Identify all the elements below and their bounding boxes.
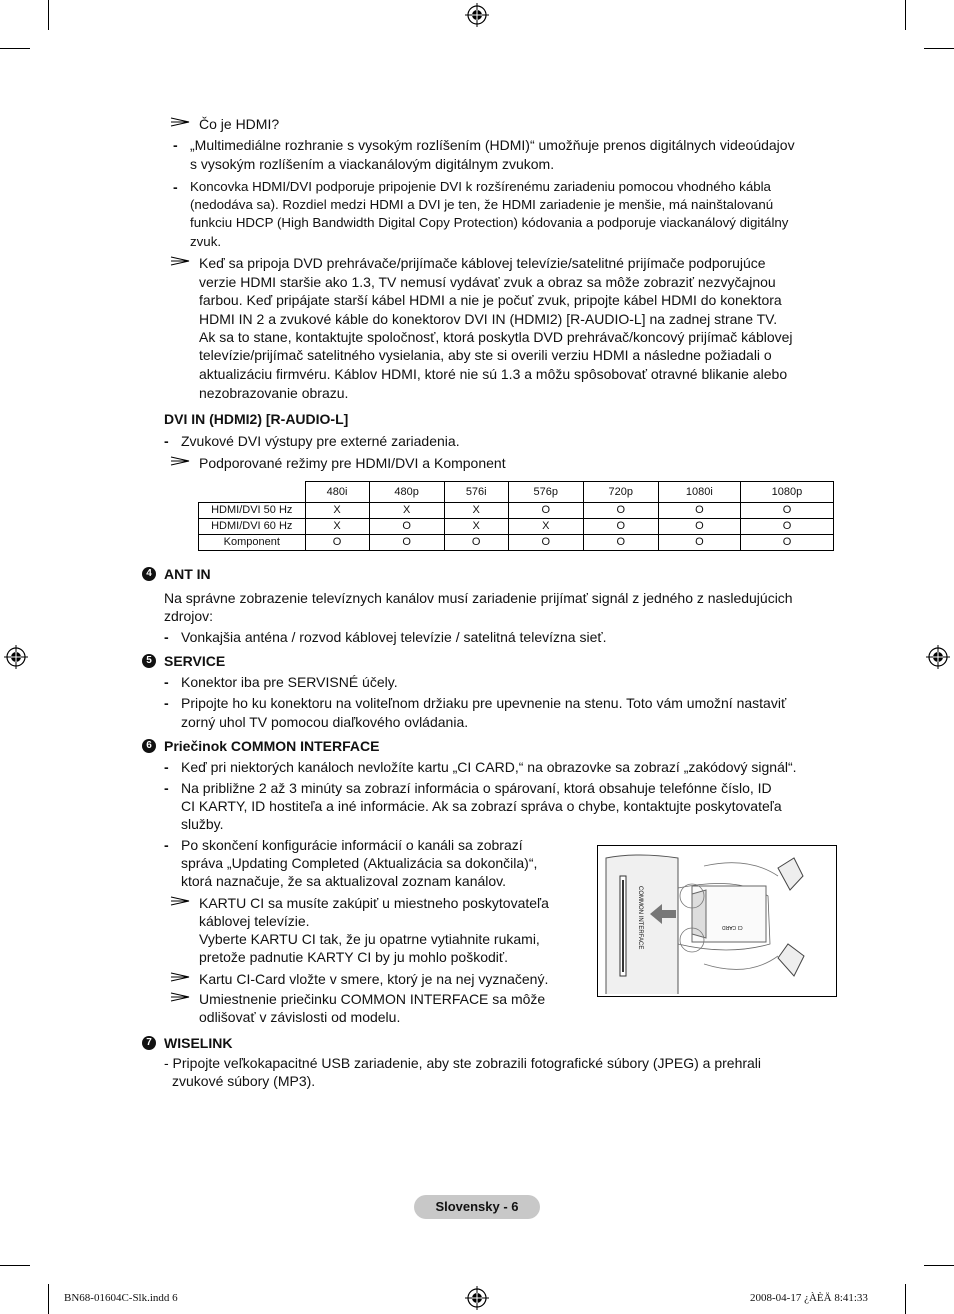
table-cell: HDMI/DVI 50 Hz <box>199 503 306 519</box>
table-row <box>199 519 834 535</box>
ci-bullet-2-line: služby. <box>181 816 224 832</box>
note-arrow-icon <box>170 896 190 906</box>
ci-note-1-line: KARTU CI sa musíte zakúpiť u miestneho poskytovateľa <box>199 895 549 911</box>
table-cell: O <box>508 535 583 551</box>
ant-paragraph-line: Na správne zobrazenie televíznych kanálov musí zariadenie prijímať signál z jedného z nasledujúcich <box>164 590 793 606</box>
ci-card-label: CI CARD <box>722 924 743 930</box>
ci-bullet-2-line: CI KARTY, ID hostiteľa a iné informácie. Ak sa zobrazí správa o chybe, kontaktujte poskytovateľa <box>181 798 782 814</box>
crop-mark <box>924 48 954 49</box>
hdmi-bullet-2-line: (nedodáva sa). Rozdiel medzi HDMI a DVI je ten, že HDMI zariadenie je menšie, má nainštalovanú <box>190 197 774 212</box>
table-cell: O <box>583 503 658 519</box>
crop-mark <box>0 1265 30 1266</box>
bullet-dash: - <box>164 674 169 690</box>
ci-slot-label: COMMON INTERFACE <box>637 886 643 950</box>
bullet-dash: - <box>173 137 178 153</box>
hdmi-bullet-1-line: „Multimediálne rozhranie s vysokým rozlíšením (HDMI)“ umožňuje prenos digitálnych videoúdajov <box>190 137 795 153</box>
service-bullet-1: Konektor iba pre SERVISNÉ účely. <box>181 674 398 690</box>
ant-bullet: Vonkajšia anténa / rozvod káblovej televízie / satelitná televízna sieť. <box>181 629 607 645</box>
table-row <box>199 535 834 551</box>
table-cell: O <box>369 535 444 551</box>
hdmi-bullet-2-line: funkciu HDCP (High Bandwidth Digital Copy Protection) kódovania a podporuje viackanálový digitálny <box>190 215 789 230</box>
section-number-badge: 4 <box>142 567 156 581</box>
supported-modes-table <box>198 481 834 551</box>
table-row <box>199 503 834 519</box>
crop-mark <box>924 1265 954 1266</box>
table-cell: X <box>444 519 508 535</box>
ci-note-3-line: Umiestnenie priečinku COMMON INTERFACE sa môže <box>199 991 546 1007</box>
crop-mark <box>905 1284 906 1314</box>
hdmi-bullet-2-line: Koncovka HDMI/DVI podporuje pripojenie DVI k rozšírenému zariadeniu pomocou vhodného kábla <box>190 179 771 194</box>
note-arrow-icon <box>170 117 190 127</box>
note-arrow-icon <box>170 256 190 266</box>
table-header-cell: 1080i <box>658 482 740 503</box>
table-header-cell <box>199 482 306 503</box>
section-number-badge: 7 <box>142 1036 156 1050</box>
ci-bullet-2-line: Na približne 2 až 3 minúty sa zobrazí informácia o spárovaní, ktorá obsahuje telefónne číslo, ID <box>181 780 772 796</box>
ci-note-1-line: Vyberte KARTU CI tak, že ju opatrne vytiahnite rukami, <box>199 931 540 947</box>
bullet-dash: - <box>164 780 169 796</box>
ci-card-illustration <box>597 845 837 997</box>
hdmi-bullet-1-line: s vysokým rozlíšením a viackanálovým digitálnym zvukom. <box>190 156 555 172</box>
table-cell: O <box>583 535 658 551</box>
bullet-dash: - <box>164 629 169 645</box>
table-cell: O <box>444 535 508 551</box>
bullet-dash: - <box>164 433 169 449</box>
dvi-note: Podporované režimy pre HDMI/DVI a Komponent <box>199 455 506 471</box>
ant-heading: ANT IN <box>164 566 211 582</box>
hdmi-note-line: televízie/prijímač satelitného vysielania, aby ste si overili verziu HDMI a následne požiadali o <box>199 347 772 363</box>
note-arrow-icon <box>170 456 190 466</box>
section-number-badge: 6 <box>142 739 156 753</box>
ant-paragraph-line: zdrojov: <box>164 608 214 624</box>
table-cell: O <box>658 535 740 551</box>
ci-bullet-3-line: ktorá naznačuje, že sa aktualizoval zoznam kanálov. <box>181 873 507 889</box>
service-bullet-2-line: Pripojte ho ku konektoru na voliteľnom držiaku pre upevnenie na stenu. Toto vám umožní nastaviť <box>181 695 787 711</box>
bullet-dash: - <box>173 179 178 195</box>
print-slug-date: 2008-04-17 ¿ÀÈÄ 8:41:33 <box>750 1292 868 1304</box>
bullet-dash: - <box>164 837 169 853</box>
table-header-cell: 480i <box>305 482 369 503</box>
ci-note-1-line: káblovej televízie. <box>199 913 310 929</box>
ci-heading: Priečinok COMMON INTERFACE <box>164 738 380 754</box>
print-slug-file: BN68-01604C-Slk.indd 6 <box>64 1292 178 1304</box>
table-cell: O <box>305 535 369 551</box>
table-cell: O <box>658 519 740 535</box>
table-cell: X <box>305 519 369 535</box>
table-cell: O <box>508 503 583 519</box>
crop-mark <box>48 1284 49 1314</box>
ci-bullet-1: Keď pri niektorých kanáloch nevložíte kartu „CI CARD,“ na obrazovke sa zobrazí „zakódový signál“. <box>181 759 797 775</box>
registration-mark-icon <box>926 645 950 669</box>
table-header-cell: 576i <box>444 482 508 503</box>
hdmi-note-line: nezobrazovanie obrazu. <box>199 385 349 401</box>
wiselink-bullet-line: - Pripojte veľkokapacitné USB zariadenie, aby ste zobrazili fotografické súbory (JPEG) a prehrali <box>164 1055 762 1071</box>
note-arrow-icon <box>170 992 190 1002</box>
hdmi-bullet-2-line: zvuk. <box>190 234 222 249</box>
dvi-heading: DVI IN (HDMI2) [R-AUDIO-L] <box>164 411 349 427</box>
hdmi-note-line: Keď sa pripoja DVD prehrávače/prijímače káblovej televízie/satelitné prijímače podporujúce <box>199 255 766 271</box>
table-header-cell: 480p <box>369 482 444 503</box>
crop-mark <box>905 0 906 30</box>
crop-mark <box>0 48 30 49</box>
service-heading: SERVICE <box>164 653 226 669</box>
ci-bullet-3-line: Po skončení konfigurácie informácií o kanáli sa zobrazí <box>181 837 523 853</box>
table-cell: O <box>740 503 833 519</box>
service-bullet-2-line: zorný uhol TV pomocou diaľkového ovládania. <box>181 714 469 730</box>
section-number-badge: 5 <box>142 654 156 668</box>
ci-note-2: Kartu CI-Card vložte v smere, ktorý je na nej vyznačený. <box>199 971 549 987</box>
table-cell: O <box>740 535 833 551</box>
ci-bullet-3-line: správa „Updating Completed (Aktualizácia sa dokončila)“, <box>181 855 538 871</box>
table-cell: O <box>658 503 740 519</box>
table-header-cell: 576p <box>508 482 583 503</box>
table-cell: X <box>444 503 508 519</box>
note-arrow-icon <box>170 972 190 982</box>
hdmi-note-line: verzie HDMI staršie ako 1.3, TV nemusí vydávať zvuk a obraz sa môže zobraziť nezvyčajnou <box>199 274 776 290</box>
registration-mark-icon <box>4 645 28 669</box>
table-cell: Komponent <box>199 535 306 551</box>
bullet-dash: - <box>164 759 169 775</box>
registration-mark-icon <box>465 3 489 27</box>
ci-note-1-line: pretože padnutie KARTY CI by ju mohlo poškodiť. <box>199 949 509 965</box>
hdmi-note-line: Ak sa to stane, kontaktujte spoločnosť, ktorá poskytla DVD prehrávač/koncový prijímač káblovej <box>199 329 793 345</box>
hdmi-note-line: HDMI IN 2 a zvukové káble do konektorov DVI IN (HDMI2) [R-AUDIO-L] na zadnej strane TV. <box>199 311 778 327</box>
dvi-bullet: Zvukové DVI výstupy pre externé zariadenia. <box>181 433 460 449</box>
registration-mark-icon <box>465 1286 489 1310</box>
crop-mark <box>48 0 49 30</box>
hdmi-note-line: aktualizáciu firmvéru. Káblov HDMI, ktoré nie sú 1.3 a môžu spôsobovať otravné blikanie alebo <box>199 366 788 382</box>
table-header-cell: 720p <box>583 482 658 503</box>
hdmi-question: Čo je HDMI? <box>199 116 280 132</box>
table-header-cell: 1080p <box>740 482 833 503</box>
ci-note-3-line: odlišovať v závislosti od modelu. <box>199 1009 401 1025</box>
bullet-dash: - <box>164 695 169 711</box>
table-cell: X <box>305 503 369 519</box>
wiselink-bullet-line: zvukové súbory (MP3). <box>172 1073 316 1089</box>
table-cell: X <box>508 519 583 535</box>
table-header-row <box>199 482 834 503</box>
table-cell: X <box>369 503 444 519</box>
page-number-badge: Slovensky - 6 <box>414 1195 540 1219</box>
hdmi-note-line: farbou. Keď pripájate starší kábel HDMI a nie je počuť zvuk, pripojte kábel HDMI do konektora <box>199 292 782 308</box>
table-cell: O <box>583 519 658 535</box>
table-cell: O <box>369 519 444 535</box>
table-cell: HDMI/DVI 60 Hz <box>199 519 306 535</box>
wiselink-heading: WISELINK <box>164 1035 233 1051</box>
table-cell: O <box>740 519 833 535</box>
